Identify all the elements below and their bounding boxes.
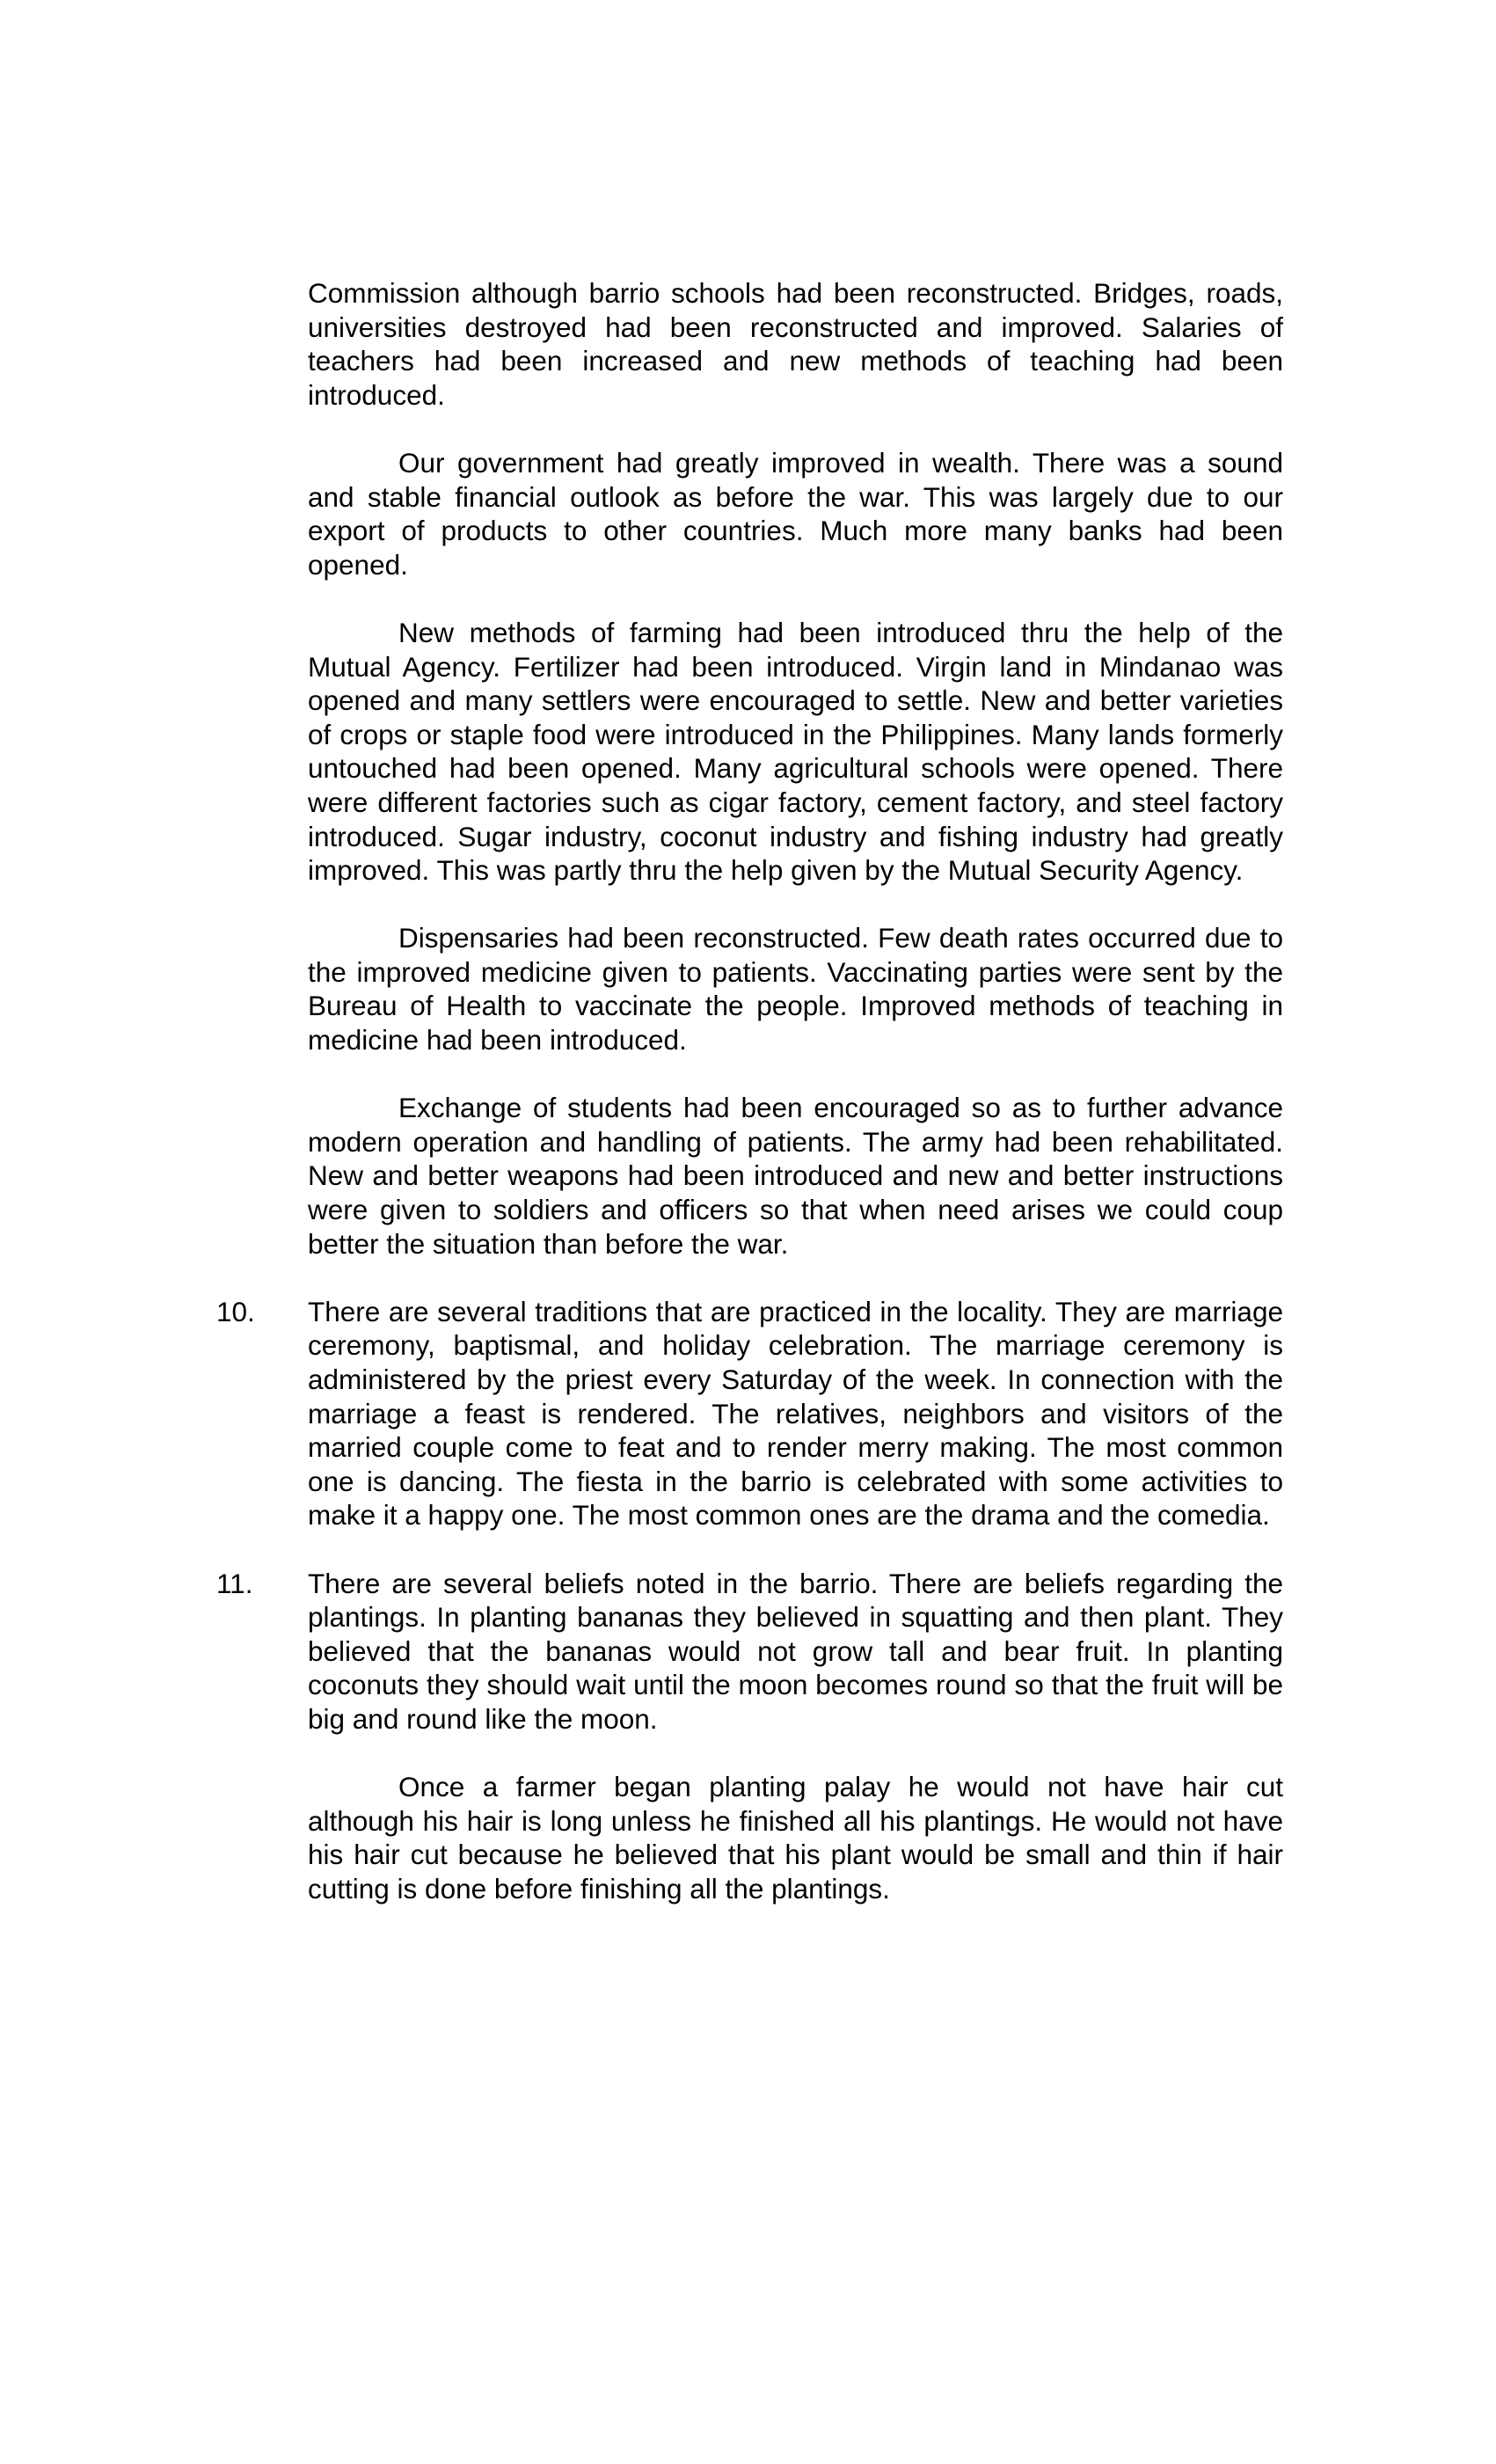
- item-number: 11.: [216, 1567, 253, 1599]
- paragraph-dispensaries: Dispensaries had been reconstructed. Few death rates occurred due to the improved medicine given to patients. Vaccinating parties were sent by the Bureau of Health to vaccinate the people. Improved methods of teaching in medicine had been introduced.: [308, 922, 1283, 1057]
- document-body: [216, 276, 1283, 1940]
- item-text: There are several traditions that are practiced in the locality. They are marriage ceremony, baptismal, and holiday celebration. The marriage ceremony is administered by the priest every Saturday of the week. In connection with the marriage a feast is rendered. The relatives, neighbors and visitors of the married couple come to feat and to render merry making. The most common one is dancing. The fiesta in the barrio is celebrated with some activities to make it a happy one. The most common ones are the drama and the comedia.: [308, 1295, 1283, 1532]
- paragraph-government-wealth: Our government had greatly improved in wealth. There was a sound and stable financial outlook as before the war. This was largely due to our export of products to other countries. Much more many banks had been opened.: [308, 446, 1283, 581]
- list-item-beliefs: [216, 1567, 1283, 1736]
- paragraph-education: Commission although barrio schools had been reconstructed. Bridges, roads, universities destroyed had been reconstructed and improved. Salaries of teachers had been increased and new methods of teaching had been introduced.: [308, 277, 1283, 411]
- paragraph-palay-haircut: Once a farmer began planting palay he would not have hair cut although his hair is long unless he finished all his plantings. He would not have his hair cut because he believed that his plant would be small and thin if hair cutting is done before finishing all the plantings.: [308, 1771, 1283, 1905]
- list-item-traditions: [216, 1295, 1283, 1532]
- item-text: There are several beliefs noted in the barrio. There are beliefs regarding the plantings. In planting bananas they believed in squatting and then plant. They believed that the bananas would not grow tall and bear fruit. In planting coconuts they should wait until the moon becomes round so that the fruit will be big and round like the moon.: [308, 1567, 1283, 1735]
- paragraph-students-army: Exchange of students had been encouraged so as to further advance modern operation and handling of patients. The army had been rehabilitated. New and better weapons had been introduced and new and better instructions were given to soldiers and officers so that when need arises we could coup better the situation than before the war.: [308, 1092, 1283, 1260]
- item-number: 10.: [216, 1295, 255, 1327]
- paragraph-farming: New methods of farming had been introduced thru the help of the Mutual Agency. Fertilizer had been introduced. Virgin land in Mindanao was opened and many settlers were encouraged to settle. New and better varieties of crops or staple food were introduced in the Philippines. Many lands formerly untouched had been opened. Many agricultural schools were opened. There were different factories such as cigar factory, cement factory, and steel factory introduced. Sugar industry, coconut industry and fishing industry had greatly improved. This was partly thru the help given by the Mutual Security Agency.: [308, 616, 1283, 887]
